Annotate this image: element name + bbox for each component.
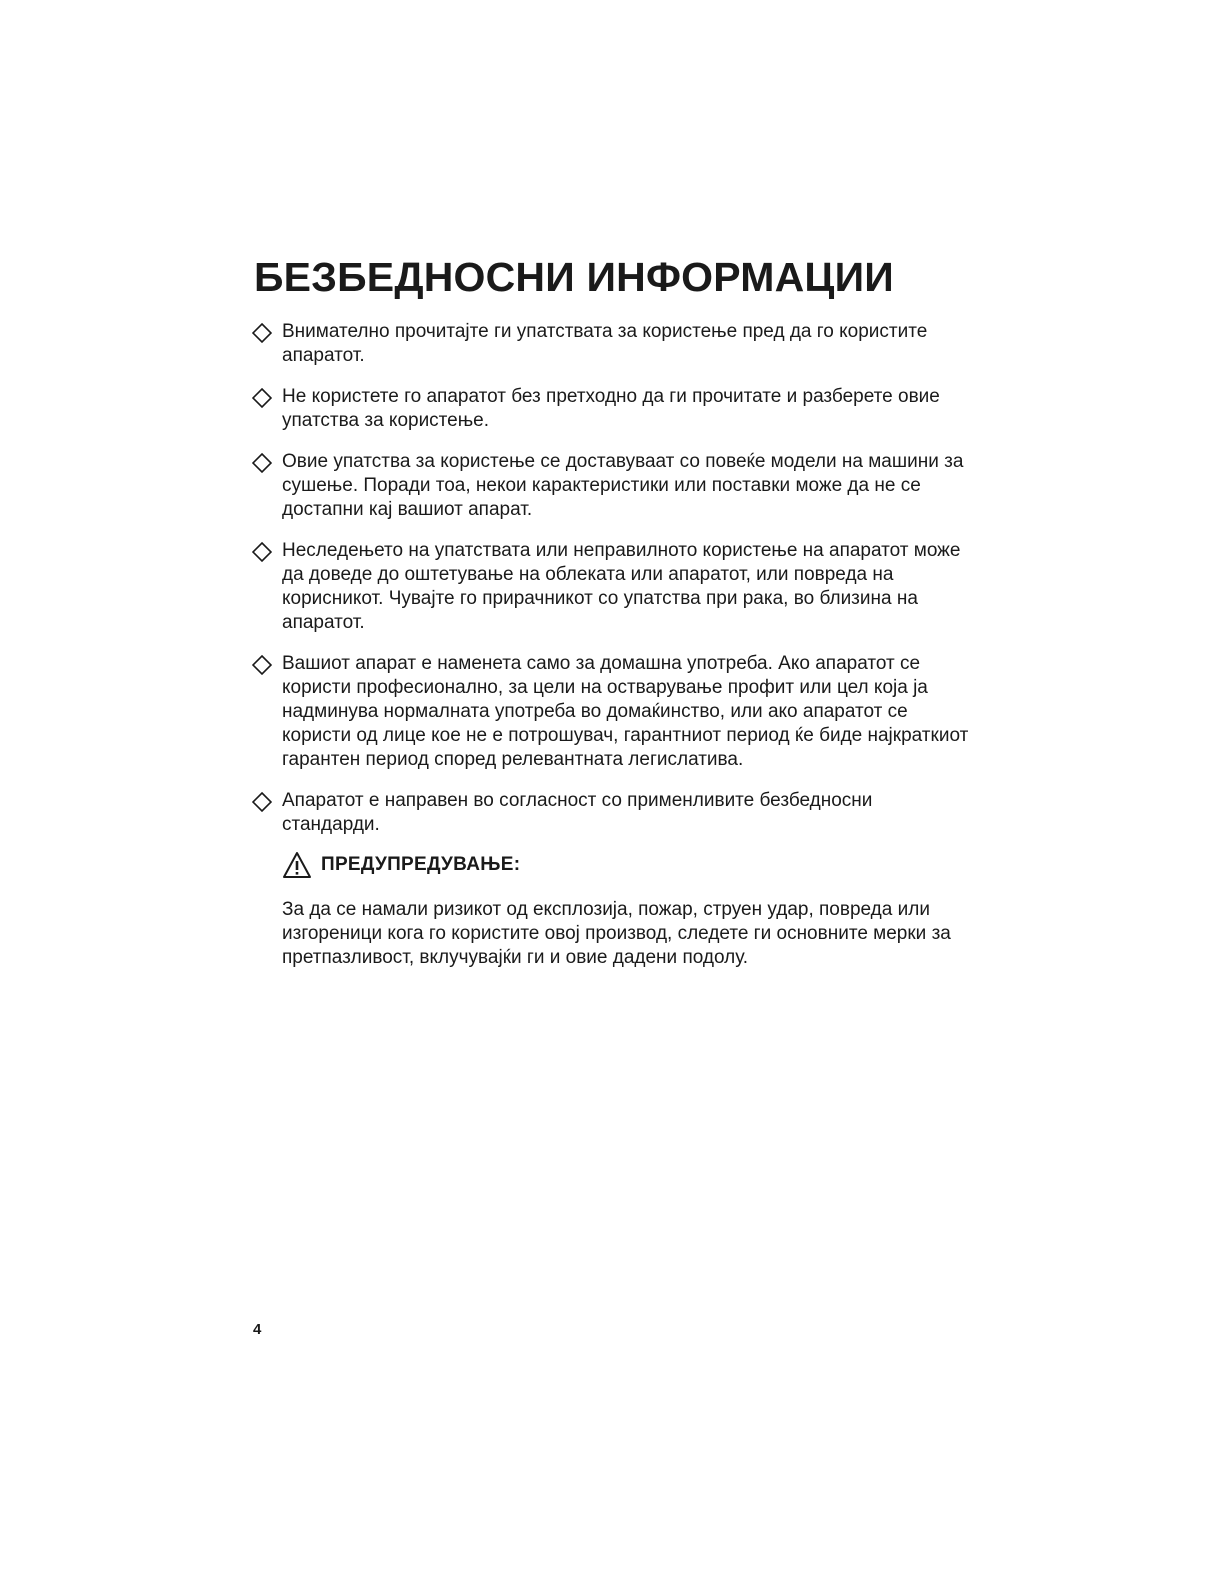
page-number: 4 bbox=[253, 1321, 262, 1338]
page-title: БЕЗБЕДНОСНИ ИНФОРМАЦИИ bbox=[254, 254, 894, 300]
list-item bbox=[252, 450, 972, 522]
warning-heading bbox=[282, 851, 520, 879]
list-item bbox=[252, 789, 972, 837]
warning-text: За да се намали ризикот од експлозија, пожар, струен удар, повреда или изгореници кога го користите овој производ, следете ги основните мерки за претпазливост, вклучувајќи ги и овие дадени подолу. bbox=[282, 899, 951, 968]
list-item bbox=[252, 385, 972, 433]
warning-triangle-icon bbox=[282, 851, 312, 879]
list-item bbox=[252, 320, 972, 368]
list-item bbox=[252, 539, 972, 635]
bullet-text: Не користете го апаратот без претходно да ги прочитате и разберете овие упатства за користење. bbox=[282, 386, 940, 431]
list-item bbox=[252, 652, 972, 772]
bullet-text: Вашиот апарат е наменета само за домашна употреба. Ако апаратот се користи професионално, за цели на остварување профит или цел која ја надминува нормалната употреба во домаќинство, или ако апаратот се користи од лице кое не е потрошувач, гарантниот период ќе биде најкраткиот гарантен период според релевантната легислатива. bbox=[282, 653, 969, 770]
diamond-outline-icon bbox=[252, 320, 282, 344]
diamond-outline-icon bbox=[252, 652, 282, 676]
diamond-outline-icon bbox=[252, 385, 282, 409]
bullet-text: Внимателно прочитајте ги упатствата за користење пред да го користите апаратот. bbox=[282, 321, 928, 366]
diamond-outline-icon bbox=[252, 539, 282, 563]
safety-bullet-list bbox=[252, 320, 972, 854]
bullet-text: Апаратот е направен во согласност со применливите безбедносни стандарди. bbox=[282, 790, 873, 835]
bullet-text: Неследењето на упатствата или неправилното користење на апаратот може да доведе до оштетување на облеката или апаратот, или повреда на корисникот. Чувајте го прирачникот со упатства при рака, во близина на апаратот. bbox=[282, 540, 961, 633]
bullet-text: Овие упатства за користење се доставуваат со повеќе модели на машини за сушење. Поради тоа, некои карактеристики или поставки може да не се достапни кај вашиот апарат. bbox=[282, 451, 964, 520]
diamond-outline-icon bbox=[252, 450, 282, 474]
diamond-outline-icon bbox=[252, 789, 282, 813]
warning-label: ПРЕДУПРЕДУВАЊЕ: bbox=[321, 854, 521, 875]
